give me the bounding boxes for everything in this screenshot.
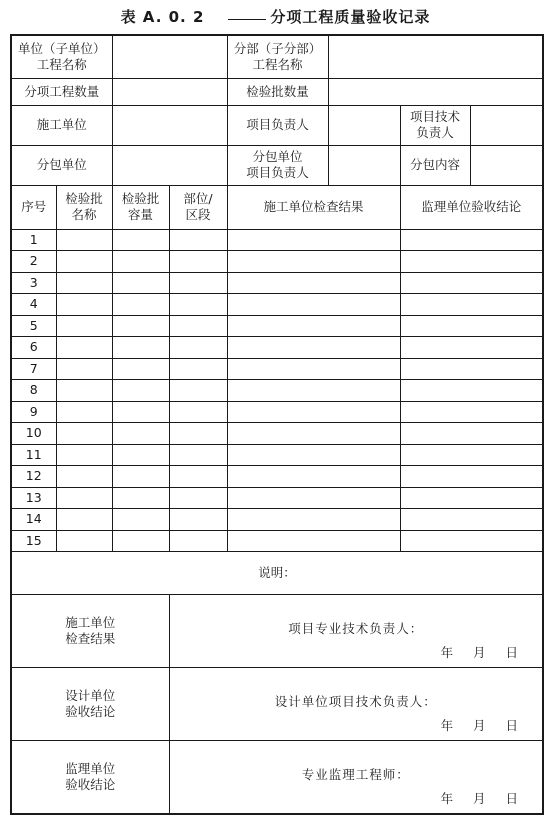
contractor-result-cell[interactable] [227, 251, 400, 273]
notes-label: 说明： [258, 565, 296, 580]
table-row [11, 380, 543, 402]
design-signoff-label: 设计单位 验收结论 [11, 668, 169, 741]
row-number: 8 [11, 380, 56, 402]
batch-capacity-cell[interactable] [112, 272, 169, 294]
table-number: 表 A. 0. 2 [120, 8, 205, 26]
table-row [11, 401, 543, 423]
row-number: 5 [11, 315, 56, 337]
column-header-row [11, 185, 543, 229]
row-number: 11 [11, 444, 56, 466]
supervisor-conclusion-cell[interactable] [400, 272, 543, 294]
batch-capacity-cell[interactable] [112, 466, 169, 488]
table-row [11, 530, 543, 552]
contractor-result-cell[interactable] [227, 358, 400, 380]
supervisor-conclusion-cell[interactable] [400, 251, 543, 273]
contractor-result-cell[interactable] [227, 466, 400, 488]
project-manager-label: 项目负责人 [227, 105, 328, 145]
design-signoff-signature-area[interactable] [169, 668, 543, 741]
batch-name-cell[interactable] [56, 401, 112, 423]
batch-count-label: 检验批数量 [227, 78, 328, 105]
batch-name-cell[interactable] [56, 423, 112, 445]
table-row [11, 315, 543, 337]
contractor-result-cell[interactable] [227, 315, 400, 337]
table-row [11, 294, 543, 316]
location-cell[interactable] [169, 229, 227, 251]
contractor-result-cell[interactable] [227, 509, 400, 531]
title-text: 分项工程质量验收记录 [270, 8, 431, 26]
sub-content-field[interactable] [470, 145, 543, 185]
supervisor-conclusion-cell[interactable] [400, 423, 543, 445]
supervisor-conclusion-cell[interactable] [400, 337, 543, 359]
supervisor-conclusion-cell[interactable] [400, 401, 543, 423]
contractor-result-cell[interactable] [227, 401, 400, 423]
batch-capacity-cell[interactable] [112, 380, 169, 402]
row-number: 3 [11, 272, 56, 294]
batch-capacity-cell[interactable] [112, 251, 169, 273]
supervisor-conclusion-cell[interactable] [400, 530, 543, 552]
row-number: 4 [11, 294, 56, 316]
project-manager-field[interactable] [328, 105, 400, 145]
batch-name-cell[interactable] [56, 358, 112, 380]
batch-capacity-cell[interactable] [112, 487, 169, 509]
batch-capacity-cell[interactable] [112, 337, 169, 359]
batch-capacity-cell[interactable] [112, 401, 169, 423]
table-row [11, 444, 543, 466]
supervisor-conclusion-cell[interactable] [400, 229, 543, 251]
contractor-result-cell[interactable] [227, 380, 400, 402]
contractor-result-cell[interactable] [227, 444, 400, 466]
contractor-label: 施工单位 [11, 105, 112, 145]
batch-name-cell[interactable] [56, 337, 112, 359]
supervisor-signoff-row [11, 741, 543, 814]
supervisor-signoff-label: 监理单位 验收结论 [11, 741, 169, 814]
supervisor-signoff-date-label: 年 月 日 [440, 791, 521, 806]
form-title [0, 6, 551, 27]
col-supervisor-conclusion-header: 监理单位验收结论 [400, 185, 543, 229]
location-cell[interactable] [169, 530, 227, 552]
contractor-signoff-signer-label: 项目专业技术负责人： [288, 621, 424, 636]
supervisor-conclusion-cell[interactable] [400, 380, 543, 402]
batch-name-cell[interactable] [56, 444, 112, 466]
supervisor-conclusion-cell[interactable] [400, 444, 543, 466]
batch-capacity-cell[interactable] [112, 444, 169, 466]
contractor-result-cell[interactable] [227, 487, 400, 509]
col-seq-header: 序号 [11, 185, 56, 229]
table-row [11, 487, 543, 509]
design-signoff-row [11, 668, 543, 741]
batch-name-cell[interactable] [56, 251, 112, 273]
table-row [11, 272, 543, 294]
table-row [11, 337, 543, 359]
quantity-field[interactable] [112, 78, 227, 105]
sub-name-label: 分部（子分部） 工程名称 [227, 35, 328, 78]
batch-name-cell[interactable] [56, 315, 112, 337]
table-row [11, 229, 543, 251]
row-number: 14 [11, 509, 56, 531]
row-number: 6 [11, 337, 56, 359]
supervisor-conclusion-cell[interactable] [400, 294, 543, 316]
col-location-header: 部位/ 区段 [169, 185, 227, 229]
tech-lead-field[interactable] [470, 105, 543, 145]
location-cell[interactable] [169, 401, 227, 423]
supervisor-conclusion-cell[interactable] [400, 466, 543, 488]
supervisor-conclusion-cell[interactable] [400, 487, 543, 509]
batch-name-cell[interactable] [56, 466, 112, 488]
batch-name-cell[interactable] [56, 487, 112, 509]
row-number: 9 [11, 401, 56, 423]
row-number: 13 [11, 487, 56, 509]
tech-lead-label: 项目技术 负责人 [400, 105, 470, 145]
location-cell[interactable] [169, 487, 227, 509]
location-cell[interactable] [169, 358, 227, 380]
batch-capacity-cell[interactable] [112, 315, 169, 337]
batch-name-cell[interactable] [56, 530, 112, 552]
col-contractor-result-header: 施工单位检查结果 [227, 185, 400, 229]
sub-name-field[interactable] [328, 35, 543, 78]
unit-name-label: 单位（子单位） 工程名称 [11, 35, 112, 78]
contractor-result-cell[interactable] [227, 229, 400, 251]
batch-count-field[interactable] [328, 78, 543, 105]
contractor-result-cell[interactable] [227, 423, 400, 445]
contractor-signoff-date-label: 年 月 日 [440, 645, 521, 660]
row-number: 15 [11, 530, 56, 552]
table-row [11, 251, 543, 273]
supervisor-signoff-signature-area[interactable] [169, 741, 543, 814]
col-batch-name-header: 检验批 名称 [56, 185, 112, 229]
table-row [11, 466, 543, 488]
contractor-field[interactable] [112, 105, 227, 145]
supervisor-conclusion-cell[interactable] [400, 509, 543, 531]
batch-name-cell[interactable] [56, 229, 112, 251]
batch-name-cell[interactable] [56, 294, 112, 316]
subcontractor-label: 分包单位 [11, 145, 112, 185]
location-cell[interactable] [169, 337, 227, 359]
contractor-signoff-label: 施工单位 检查结果 [11, 595, 169, 668]
contractor-result-cell[interactable] [227, 337, 400, 359]
batch-capacity-cell[interactable] [112, 294, 169, 316]
batch-capacity-cell[interactable] [112, 358, 169, 380]
batch-name-cell[interactable] [56, 380, 112, 402]
supervisor-conclusion-cell[interactable] [400, 358, 543, 380]
subcontractor-field[interactable] [112, 145, 227, 185]
batch-capacity-cell[interactable] [112, 509, 169, 531]
row-number: 1 [11, 229, 56, 251]
table-row [11, 509, 543, 531]
table-row [11, 358, 543, 380]
contractor-result-cell[interactable] [227, 294, 400, 316]
contractor-result-cell[interactable] [227, 272, 400, 294]
table-row [11, 423, 543, 445]
inspection-record-table [10, 34, 544, 815]
row-number: 7 [11, 358, 56, 380]
row-number: 10 [11, 423, 56, 445]
location-cell[interactable] [169, 509, 227, 531]
col-batch-capacity-header: 检验批 容量 [112, 185, 169, 229]
location-cell[interactable] [169, 272, 227, 294]
batch-capacity-cell[interactable] [112, 423, 169, 445]
location-cell[interactable] [169, 251, 227, 273]
location-cell[interactable] [169, 380, 227, 402]
location-cell[interactable] [169, 423, 227, 445]
notes-field[interactable] [11, 552, 543, 595]
quantity-label: 分项工程数量 [11, 78, 112, 105]
row-number: 12 [11, 466, 56, 488]
batch-name-cell[interactable] [56, 272, 112, 294]
contractor-signoff-signature-area[interactable] [169, 595, 543, 668]
row-number: 2 [11, 251, 56, 273]
location-cell[interactable] [169, 466, 227, 488]
location-cell[interactable] [169, 294, 227, 316]
design-signoff-date-label: 年 月 日 [440, 718, 521, 733]
title-blank-line[interactable] [228, 19, 266, 20]
location-cell[interactable] [169, 444, 227, 466]
supervisor-signoff-signer-label: 专业监理工程师： [301, 767, 410, 782]
supervisor-conclusion-cell[interactable] [400, 315, 543, 337]
sub-content-label: 分包内容 [400, 145, 470, 185]
contractor-result-cell[interactable] [227, 530, 400, 552]
contractor-signoff-row [11, 595, 543, 668]
sub-pm-label: 分包单位 项目负责人 [227, 145, 328, 185]
location-cell[interactable] [169, 315, 227, 337]
sub-pm-field[interactable] [328, 145, 400, 185]
unit-name-field[interactable] [112, 35, 227, 78]
design-signoff-signer-label: 设计单位项目技术负责人： [274, 694, 437, 709]
batch-capacity-cell[interactable] [112, 229, 169, 251]
batch-name-cell[interactable] [56, 509, 112, 531]
batch-capacity-cell[interactable] [112, 530, 169, 552]
